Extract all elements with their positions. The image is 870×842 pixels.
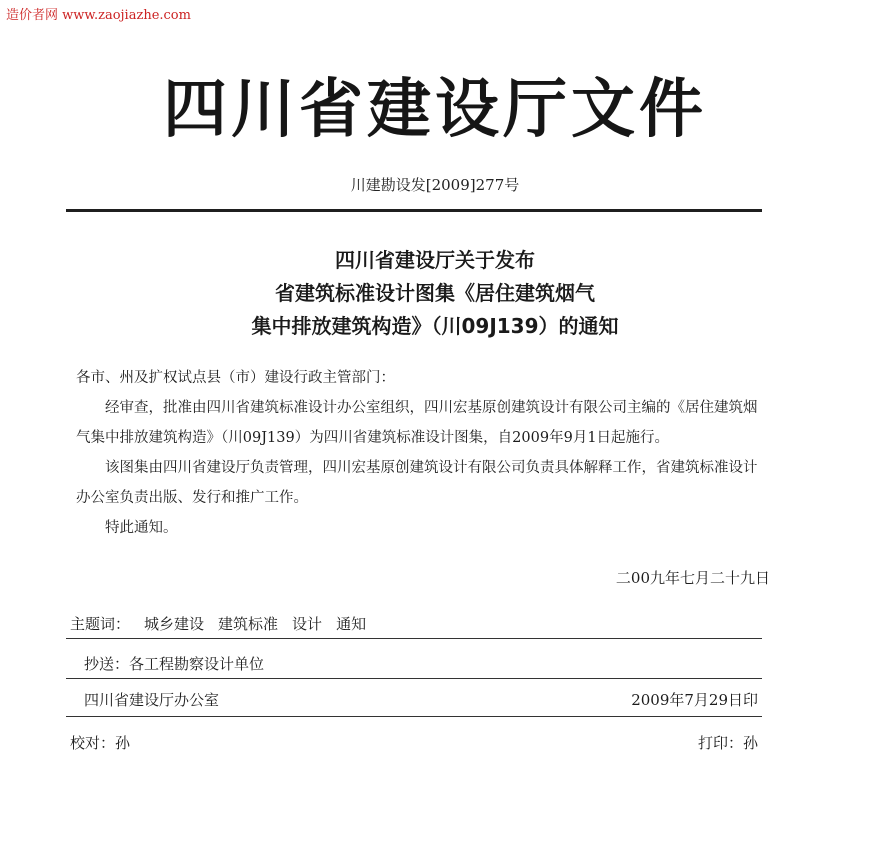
subject-keyword: 城乡建设 <box>144 615 205 633</box>
paragraph-responsibility: 该图集由四川省建设厅负责管理，四川宏基原创建筑设计有限公司负责具体解释工作，省建筑标准设计办公室负责出版、发行和推广工作。 <box>76 460 758 506</box>
footer-divider <box>66 678 762 679</box>
notice-title-line-3: 集中排放建筑构造》（川09J139）的通知 <box>251 314 619 338</box>
cc-recipients: 抄送：各工程勘察设计单位 <box>84 655 265 673</box>
paragraph-closing: 特此通知。 <box>105 520 178 536</box>
footer-divider <box>66 638 762 639</box>
document-header-title: 四川省建设厅文件 <box>163 72 707 147</box>
subject-keyword: 通知 <box>336 615 367 633</box>
proofreader: 校对：孙 <box>70 734 131 752</box>
salutation: 各市、州及扩权试点县（市）建设行政主管部门： <box>76 370 395 386</box>
paragraph-approval: 经审查，批准由四川省建筑标准设计办公室组织，四川宏基原创建筑设计有限公司主编的《居住建筑烟气集中排放建筑构造》（川09J139）为四川省建筑标准设计图集，自2009年9月1日起施行。 <box>76 400 758 446</box>
notice-title <box>0 244 870 343</box>
subject-keywords <box>70 613 366 634</box>
footer-divider <box>66 716 762 717</box>
subject-keyword: 设计 <box>292 615 323 633</box>
subject-label: 主题词： <box>70 615 131 633</box>
header-divider <box>66 209 762 212</box>
document-number: 川建勘设发[2009]277号 <box>350 176 520 194</box>
notice-body <box>76 363 764 543</box>
subject-keyword: 建筑标准 <box>218 615 279 633</box>
typist: 打印：孙 <box>697 734 758 752</box>
printed-date: 2009年7月29日印 <box>631 691 758 709</box>
issue-date: 二00九年七月二十九日 <box>615 569 770 587</box>
watermark: 造价者网 www.zaojiazhe.com <box>6 8 191 23</box>
notice-title-line-2: 省建筑标准设计图集《居住建筑烟气 <box>275 281 595 305</box>
issuing-office: 四川省建设厅办公室 <box>84 691 220 709</box>
notice-title-line-1: 四川省建设厅关于发布 <box>335 248 535 272</box>
